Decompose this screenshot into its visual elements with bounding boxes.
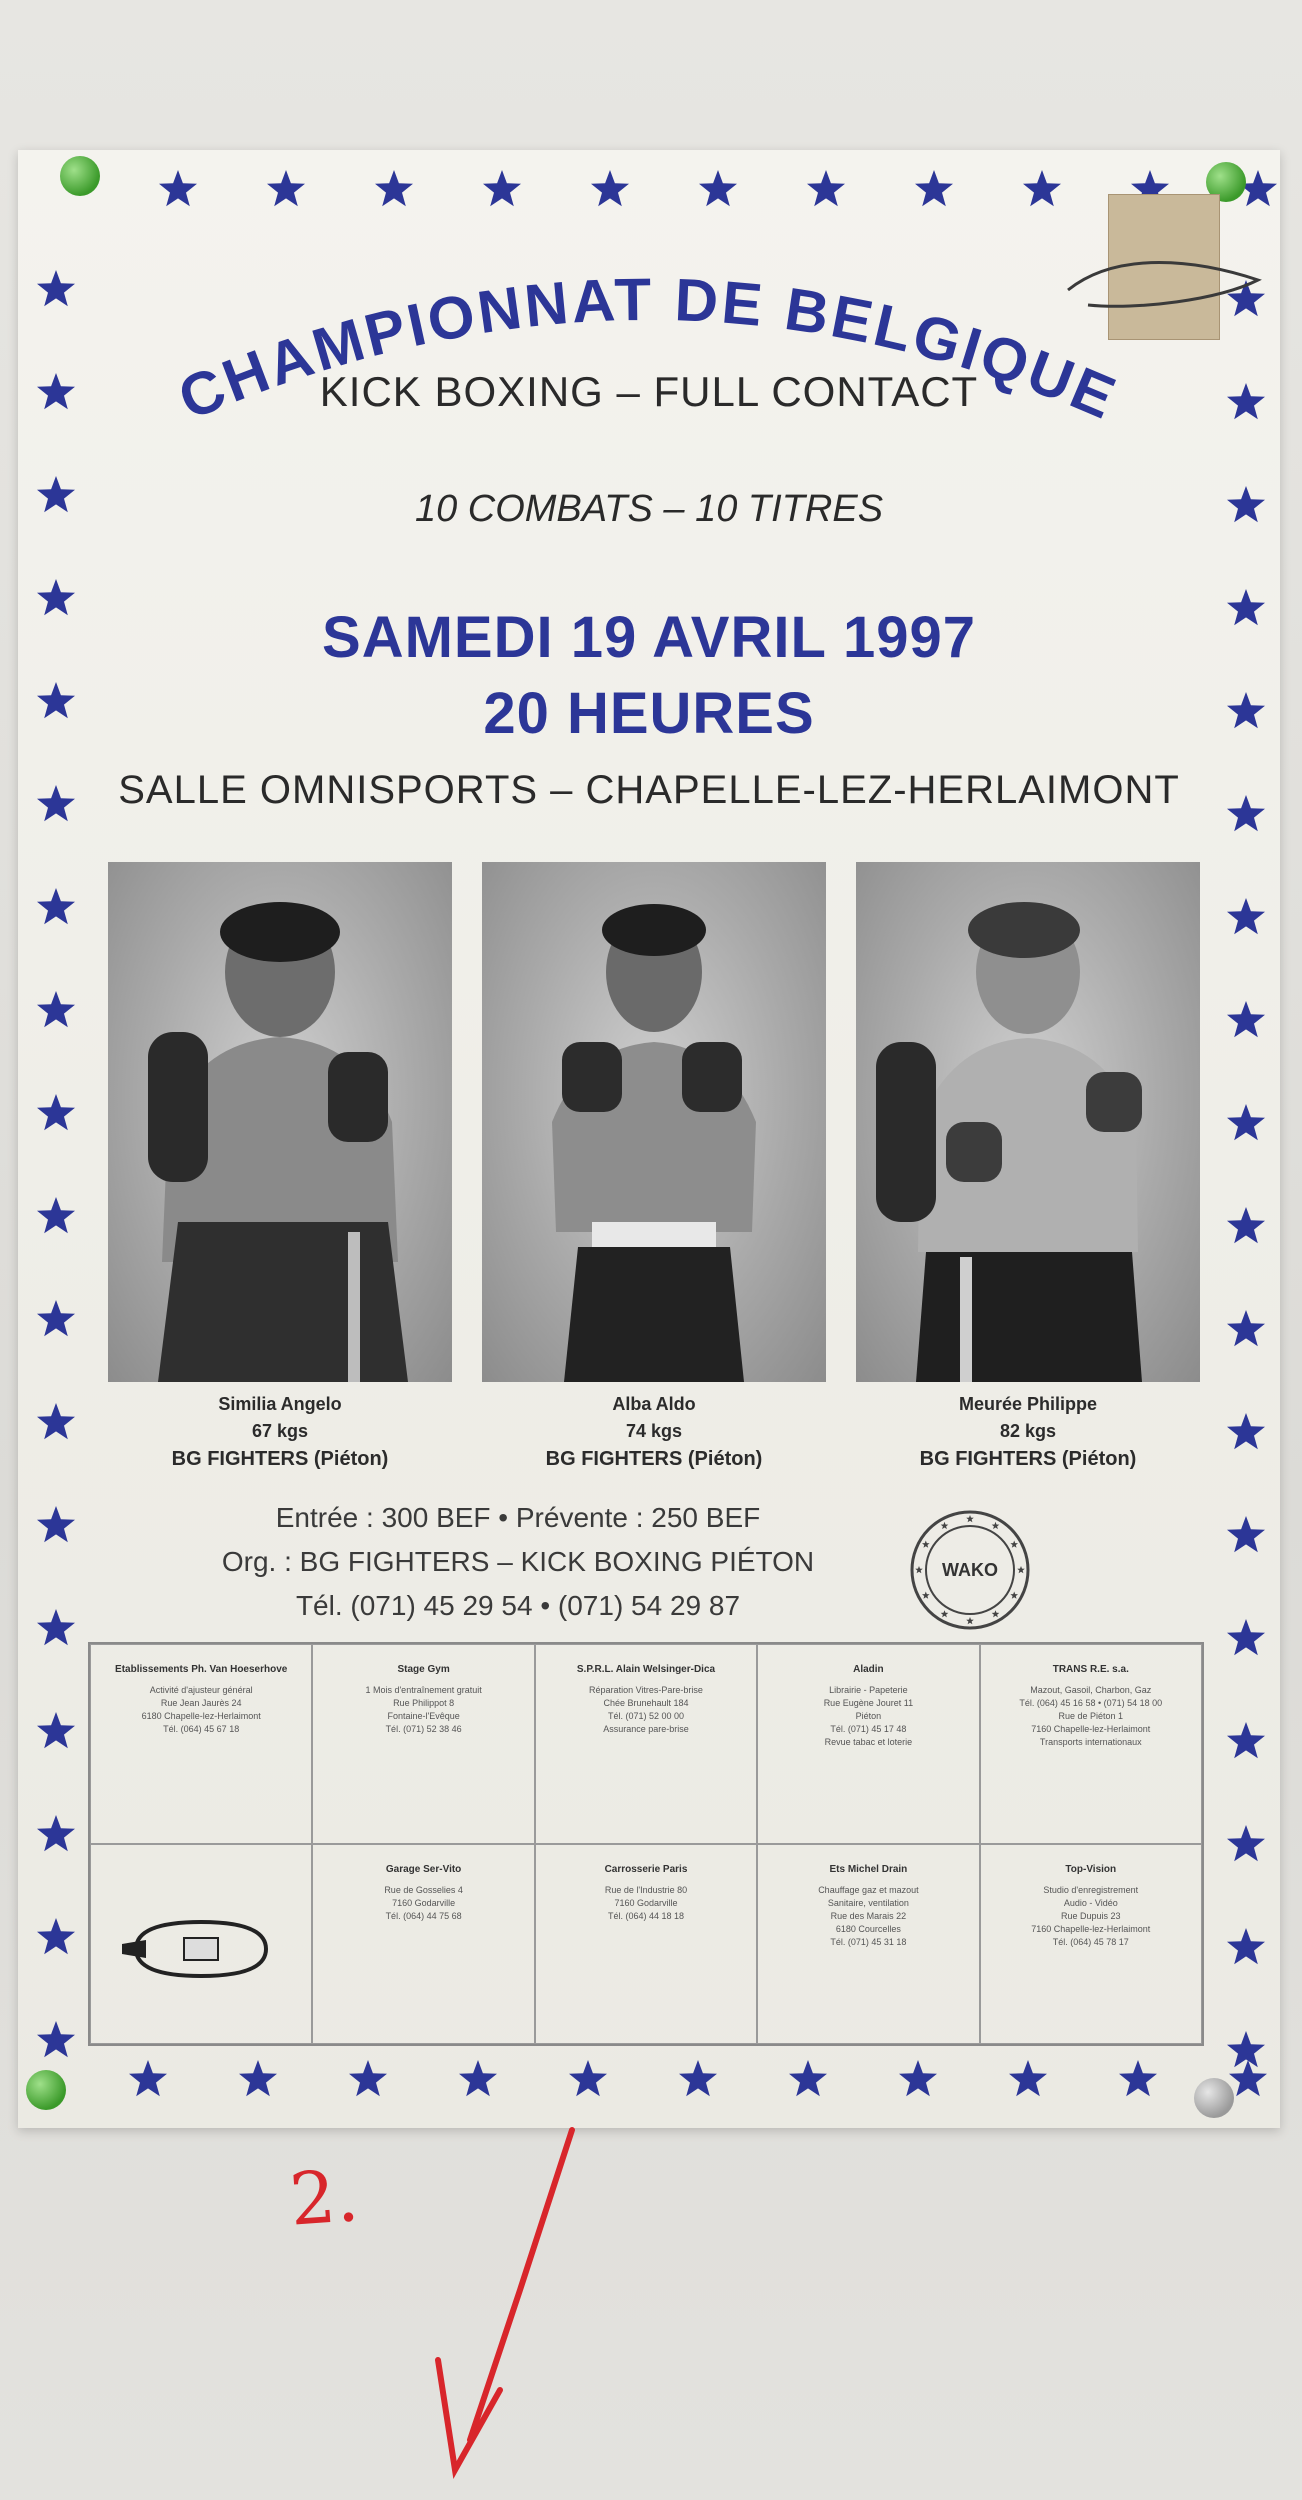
sponsor-detail: Piéton [855, 1711, 882, 1721]
fighter-club: BG FIGHTERS (Piéton) [171, 1448, 389, 1470]
sponsor-detail: Revue tabac et loterie [824, 1737, 913, 1747]
star-icon [37, 1197, 75, 1233]
sponsor-detail: 7160 Godarville [392, 1898, 456, 1908]
federation-seal-icon [908, 1508, 1032, 1632]
sponsor-name: Etablissements Ph. Van Hoeserhove [115, 1664, 288, 1675]
star-icon [899, 2060, 937, 2096]
sponsor-detail: Tél. (071) 52 38 46 [385, 1724, 462, 1734]
sponsor-detail: Activité d'ajusteur général [149, 1685, 253, 1695]
sponsor-cell [312, 1844, 534, 2044]
sponsor-detail: Rue Philippot 8 [393, 1698, 455, 1708]
star-icon [1227, 1207, 1265, 1243]
pushpin-icon [1194, 2078, 1234, 2118]
poster-title [18, 150, 1280, 480]
sponsor-grid [88, 1642, 1204, 2046]
sponsor-logo [90, 1844, 312, 2044]
fighter-card [108, 862, 452, 1471]
star-icon [37, 1609, 75, 1645]
star-icon [1227, 1516, 1265, 1552]
fighter-name: Similia Angelo [218, 1394, 342, 1414]
svg-text:2.: 2. [286, 2153, 362, 2242]
subtitle: KICK BOXING – FULL CONTACT [319, 368, 979, 415]
sponsor-name: Aladin [853, 1664, 884, 1675]
star-icon [1227, 2031, 1265, 2067]
pushpin-icon [26, 2070, 66, 2110]
star-icon [569, 2060, 607, 2096]
sponsor-name: TRANS R.E. s.a. [1052, 1664, 1129, 1675]
star-icon [1227, 1825, 1265, 1861]
sponsor-cell [757, 1844, 979, 2044]
sponsor-detail: Transports internationaux [1039, 1737, 1142, 1747]
sponsor-cell [312, 1644, 534, 1844]
star-icon [1227, 1619, 1265, 1655]
event-date: SAMEDI 19 AVRIL 1997 [322, 605, 976, 670]
fighter-weight: 74 kgs [625, 1421, 683, 1441]
fighter-weight: 82 kgs [999, 1421, 1057, 1441]
sponsor-cell [90, 1644, 312, 1844]
star-icon [1227, 898, 1265, 934]
sponsor-detail: Rue de l'Industrie 80 [604, 1885, 688, 1895]
fighter-name: Meurée Philippe [958, 1394, 1098, 1414]
star-icon [37, 991, 75, 1027]
sponsor-detail: 7160 Chapelle-lez-Herlaimont [1031, 1724, 1151, 1734]
star-icon [349, 2060, 387, 2096]
sponsor-detail: Mazout, Gasoil, Charbon, Gaz [1030, 1685, 1152, 1695]
sponsor-detail: Rue de Gosselies 4 [384, 1885, 463, 1895]
sponsor-detail: Tél. (064) 45 67 18 [163, 1724, 240, 1734]
sponsor-detail: Tél. (064) 44 18 18 [607, 1911, 685, 1921]
sponsor-detail: Tél. (071) 45 17 48 [830, 1724, 907, 1734]
star-icon [1227, 1310, 1265, 1346]
sponsor-cell [535, 1844, 757, 2044]
fighter-club: BG FIGHTERS (Piéton) [545, 1448, 763, 1470]
fighter-photo [856, 862, 1200, 1382]
organizer: Org. : BG FIGHTERS – KICK BOXING PIÉTON [221, 1546, 815, 1577]
sponsor-detail: Audio - Vidéo [1063, 1898, 1118, 1908]
star-icon [37, 2021, 75, 2057]
sponsor-cell [980, 1644, 1202, 1844]
sponsor-detail: Tél. (071) 52 00 00 [607, 1711, 685, 1721]
fighter-club: BG FIGHTERS (Piéton) [919, 1448, 1137, 1470]
sponsor-detail: 1 Mois d'entraînement gratuit [365, 1685, 482, 1695]
star-icon [1119, 2060, 1157, 2096]
star-icon [1009, 2060, 1047, 2096]
event-time: 20 HEURES [483, 681, 815, 746]
telephone: Tél. (071) 45 29 54 • (071) 54 29 87 [295, 1590, 741, 1621]
sponsor-detail: Rue Jean Jaurès 24 [160, 1698, 242, 1708]
star-icon [239, 2060, 277, 2096]
sponsor-name: S.P.R.L. Alain Welsinger-Dica [576, 1664, 716, 1675]
fighter-card [482, 862, 826, 1471]
star-icon [679, 2060, 717, 2096]
sponsor-detail: 7160 Godarville [614, 1898, 678, 1908]
sponsor-name: Ets Michel Drain [829, 1864, 908, 1875]
event-venue: SALLE OMNISPORTS – CHAPELLE-LEZ-HERLAIMONT [118, 768, 1180, 812]
sponsor-detail: Librairie - Papeterie [829, 1685, 908, 1695]
sponsor-name: Top-Vision [1065, 1864, 1117, 1875]
fighter-weight: 67 kgs [251, 1421, 309, 1441]
sponsor-cell [757, 1644, 979, 1844]
sponsor-detail: Chauffage gaz et mazout [818, 1885, 919, 1895]
star-icon [1227, 1104, 1265, 1140]
star-icon [37, 1094, 75, 1130]
sponsor-cell [535, 1644, 757, 1844]
sponsor-name: Carrosserie Paris [604, 1864, 688, 1875]
sponsor-detail: Tél. (064) 45 78 17 [1052, 1937, 1129, 1947]
entry-prices: Entrée : 300 BEF • Prévente : 250 BEF [275, 1502, 761, 1533]
fighter-photo [108, 862, 452, 1382]
sponsor-detail: 6180 Courcelles [835, 1924, 901, 1934]
star-icon [1227, 1413, 1265, 1449]
star-icon [459, 2060, 497, 2096]
star-icon [37, 1300, 75, 1336]
sponsor-detail: Rue des Marais 22 [830, 1911, 907, 1921]
poster [18, 150, 1280, 2128]
star-icon [1227, 1928, 1265, 1964]
sponsor-detail: Studio d'enregistrement [1043, 1885, 1139, 1895]
sponsor-detail: Assurance pare-brise [603, 1724, 689, 1734]
sponsor-detail: Rue Eugène Jouret 11 [823, 1698, 914, 1708]
star-icon [1227, 1722, 1265, 1758]
sponsor-detail: 6180 Chapelle-lez-Herlaimont [141, 1711, 261, 1721]
sponsor-detail: Rue de Piéton 1 [1058, 1711, 1124, 1721]
sponsor-detail: Sanitaire, ventilation [827, 1898, 909, 1908]
fighter-name: Alba Aldo [612, 1394, 696, 1414]
sponsor-detail: Tél. (064) 44 75 68 [385, 1911, 462, 1921]
sponsor-detail: 7160 Chapelle-lez-Herlaimont [1031, 1924, 1151, 1934]
star-icon [129, 2060, 167, 2096]
star-icon [37, 888, 75, 924]
star-icon [1227, 1001, 1265, 1037]
sponsor-detail: Chée Brunehault 184 [603, 1698, 689, 1708]
fighter-photo [482, 862, 826, 1382]
star-icon [37, 1815, 75, 1851]
star-icon [37, 1918, 75, 1954]
sponsor-detail: Réparation Vitres-Pare-brise [589, 1685, 703, 1695]
fighter-card [856, 862, 1200, 1471]
star-icon [37, 1712, 75, 1748]
sponsor-detail: Rue Dupuis 23 [1061, 1911, 1121, 1921]
sponsor-name: Stage Gym [397, 1664, 450, 1675]
sponsor-cell [980, 1844, 1202, 2044]
sponsor-logo-icon [116, 1904, 286, 1994]
sponsor-detail: Fontaine-l'Evêque [387, 1711, 460, 1721]
sponsor-name: Garage Ser-Vito [385, 1864, 462, 1875]
star-icon [37, 1403, 75, 1439]
star-icon [37, 1506, 75, 1542]
combats-line: 10 COMBATS – 10 TITRES [414, 488, 884, 530]
star-icon [789, 2060, 827, 2096]
sponsor-detail: Tél. (071) 45 31 18 [830, 1937, 907, 1947]
sponsor-detail: Tél. (064) 45 16 58 • (071) 54 18 00 [1019, 1698, 1163, 1708]
svg-text:CHAMPIONNAT DE BELGIQUE: CHAMPIONNAT DE BELGIQUE [169, 265, 1128, 433]
svg-text:WAKO: WAKO [942, 1560, 998, 1580]
